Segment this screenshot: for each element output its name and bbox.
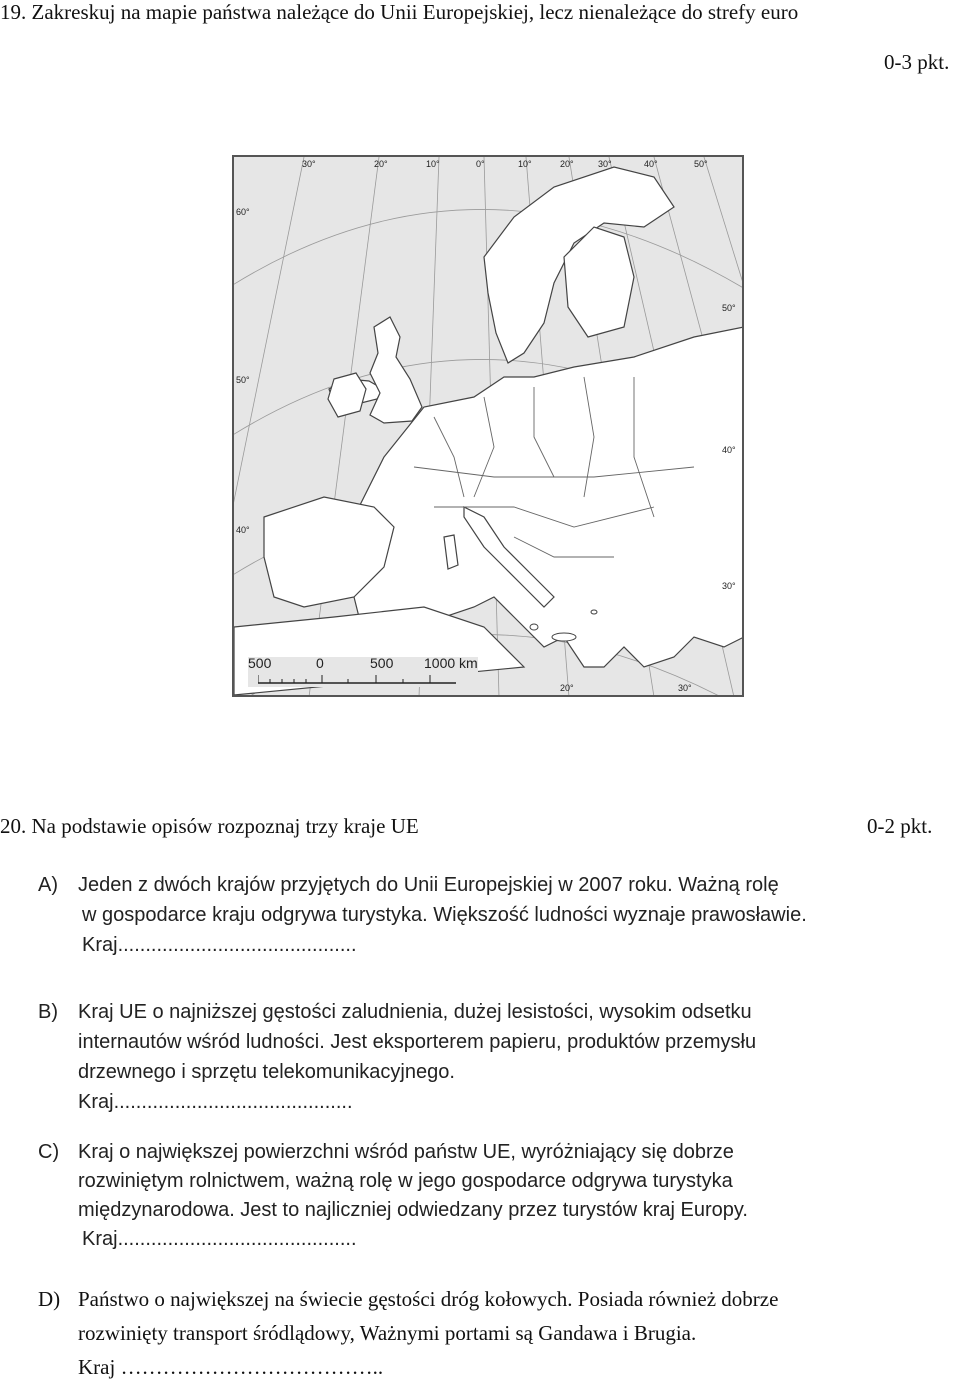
answer-field[interactable]: Kraj........................................... (82, 934, 357, 956)
item-line: międzynarodowa. Jest to najliczniej odwiedzany przez turystów kraj Europy. (78, 1199, 748, 1221)
lon-label: 20° (560, 683, 574, 693)
item-a (38, 870, 807, 960)
item-line: Kraj o największej powierzchni wśród państw UE, wyróżniający się dobrze (78, 1141, 734, 1163)
item-letter: D) (38, 1287, 61, 1311)
lat-label: 30° (722, 581, 736, 591)
ireland-shape (328, 373, 366, 417)
item-letter: C) (38, 1141, 60, 1163)
great-britain-shape (370, 317, 422, 423)
question-20-points: 0-2 pkt. (867, 814, 933, 838)
lat-label: 60° (236, 207, 250, 217)
item-line: rozwinięty transport śródlądowy, Ważnymi portami są Gandawa i Brugia. (78, 1321, 697, 1345)
lat-label: 50° (722, 303, 736, 313)
scale-bar (248, 657, 478, 687)
lon-label: 10° (426, 159, 440, 169)
item-letter: A) (38, 874, 58, 896)
land-masses (234, 167, 742, 695)
map-drawing (234, 157, 742, 695)
lon-label: 0° (476, 159, 485, 169)
answer-field[interactable]: Kraj ……………………………….. (78, 1355, 384, 1379)
scale-label: 500 (370, 655, 394, 671)
item-line: Jeden z dwóch krajów przyjętych do Unii Europejskiej w 2007 roku. Ważną rolę (78, 874, 779, 896)
europe-outline-map[interactable] (232, 155, 744, 697)
item-letter: B) (38, 1001, 58, 1023)
item-line: w gospodarce kraju odgrywa turystyka. Większość ludności wyznaje prawosławie. (82, 904, 807, 926)
lon-label: 30° (598, 159, 612, 169)
item-line: drzewnego i sprzętu telekomunikacyjnego. (78, 1061, 455, 1083)
question-19-points: 0-3 pkt. (884, 50, 950, 74)
scale-ticks (258, 675, 458, 685)
item-line: Państwo o największej na świecie gęstości dróg kołowych. Posiada również dobrze (78, 1287, 779, 1311)
item-b (38, 997, 756, 1117)
lat-label: 40° (236, 525, 250, 535)
answer-field[interactable]: Kraj........................................... (78, 1091, 353, 1113)
lon-label: 40° (644, 159, 658, 169)
item-d (38, 1282, 778, 1384)
lat-label: 50° (236, 375, 250, 385)
lon-label: 50° (694, 159, 708, 169)
finland-shape (564, 227, 634, 337)
scale-label: 1000 km (424, 655, 478, 671)
item-line: Kraj UE o najniższej gęstości zaludnienia, dużej lesistości, wysokim odsetku (78, 1001, 752, 1023)
answer-field[interactable]: Kraj........................................... (82, 1228, 357, 1250)
lon-label: 10° (518, 159, 532, 169)
lon-label: 30° (302, 159, 316, 169)
question-19-title: 19. Zakreskuj na mapie państwa należące do Unii Europejskiej, lecz nienależące do strefy euro (0, 0, 799, 24)
scale-label: 500 (248, 655, 272, 671)
question-20-title: 20. Na podstawie opisów rozpoznaj trzy kraje UE (0, 814, 419, 838)
lon-label: 20° (374, 159, 388, 169)
item-line: internautów wśród ludności. Jest eksporterem papieru, produktów przemysłu (78, 1031, 757, 1053)
lat-label: 40° (722, 445, 736, 455)
lon-label: 20° (560, 159, 574, 169)
lon-label: 30° (678, 683, 692, 693)
scale-label: 0 (316, 655, 324, 671)
item-c (38, 1138, 748, 1254)
item-line: rozwiniętym rolnictwem, ważną rolę w jego gospodarce odgrywa turystyka (78, 1170, 733, 1192)
